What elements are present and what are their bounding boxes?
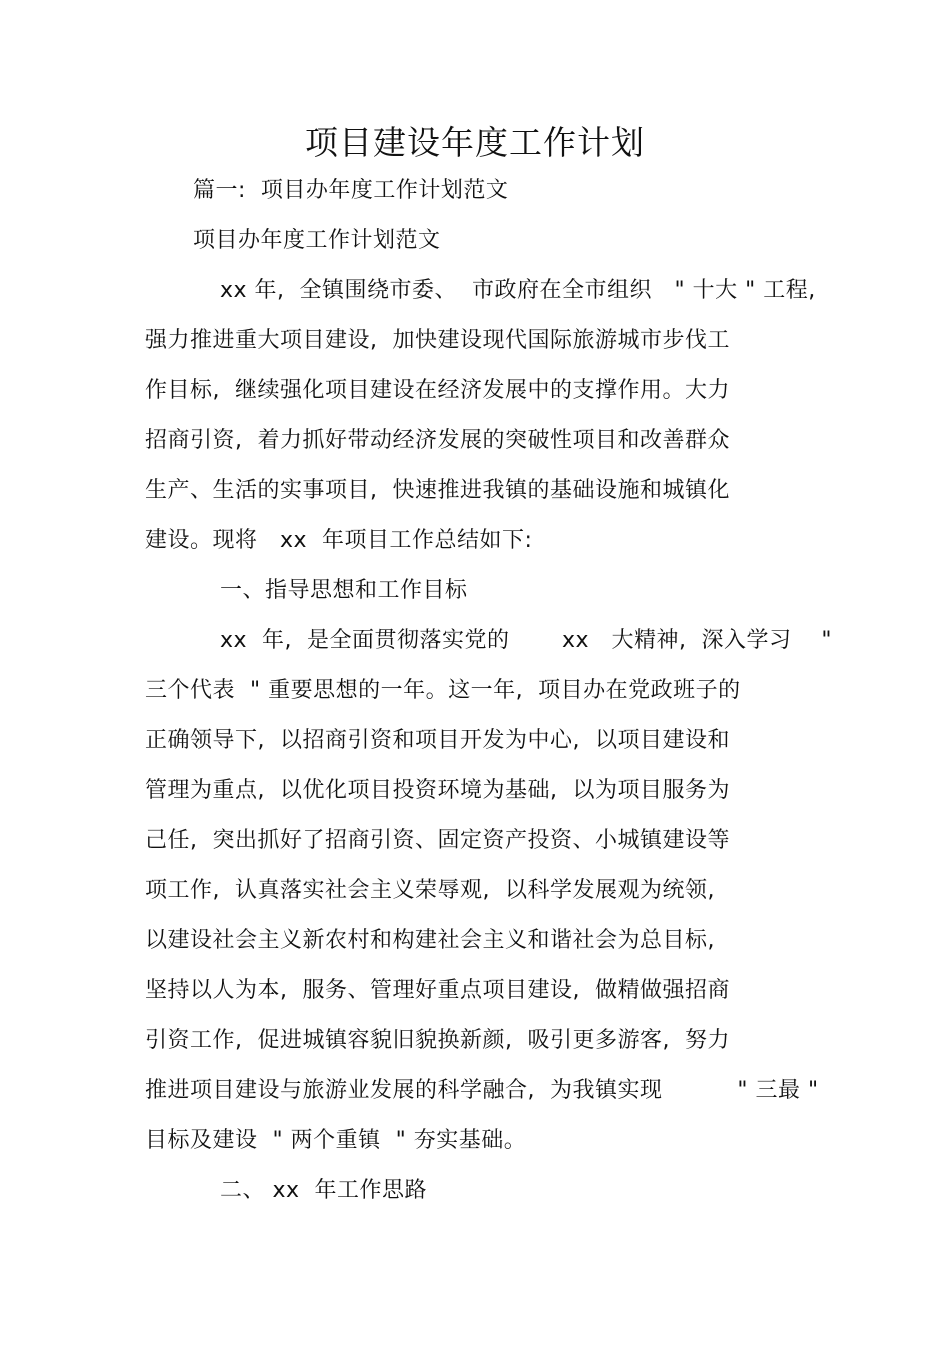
paragraph-line: 三个代表 " 重要思想的一年。这一年, 项目办在党政班子的 (145, 678, 741, 703)
paragraph-line: xx 年, 全镇围绕市委、 市政府在全市组织 " 十大 " 工程, (220, 278, 816, 303)
subtitle: 项目办年度工作计划范文 (193, 228, 441, 253)
paragraph-line: 强力推进重大项目建设, 加快建设现代国际旅游城市步伐工 (145, 328, 730, 353)
paragraph-line: 目标及建设 " 两个重镇 " 夯实基础。 (145, 1128, 527, 1153)
paragraph-line: 以建设社会主义新农村和构建社会主义和谐社会为总目标, (145, 928, 715, 953)
document-title: 项目建设年度工作计划 (305, 123, 645, 162)
paragraph-line: 建设。现将 xx 年项目工作总结如下: (145, 528, 533, 553)
paragraph-line: 引资工作, 促进城镇容貌旧貌换新颜, 吸引更多游客, 努力 (145, 1028, 730, 1053)
paragraph-line: 作目标, 继续强化项目建设在经济发展中的支撑作用。大力 (145, 378, 730, 403)
paragraph-line: 管理为重点, 以优化项目投资环境为基础, 以为项目服务为 (145, 778, 730, 803)
paragraph-line: 正确领导下, 以招商引资和项目开发为中心, 以项目建设和 (145, 728, 730, 753)
paragraph-line: 招商引资, 着力抓好带动经济发展的突破性项目和改善群众 (145, 428, 730, 453)
paragraph-line: 项工作, 认真落实社会主义荣辱观, 以科学发展观为统领, (145, 878, 715, 903)
paragraph-line: 生产、生活的实事项目, 快速推进我镇的基础设施和城镇化 (145, 478, 730, 503)
section-heading-2: 一、指导思想和工作目标 (220, 578, 468, 603)
paragraph-line: xx 年, 是全面贯彻落实党的 xx 大精神, 深入学习 " (220, 628, 833, 653)
paragraph-line: 坚持以人为本, 服务、管理好重点项目建设, 做精做强招商 (145, 978, 730, 1003)
paragraph-line: 推进项目建设与旅游业发展的科学融合, 为我镇实现 " 三最 " (145, 1078, 819, 1103)
paragraph-line: 己任, 突出抓好了招商引资、固定资产投资、小城镇建设等 (145, 828, 730, 853)
section-heading-1: 篇一: 项目办年度工作计划范文 (193, 178, 509, 203)
section-heading-3: 二、 xx 年工作思路 (220, 1178, 428, 1203)
